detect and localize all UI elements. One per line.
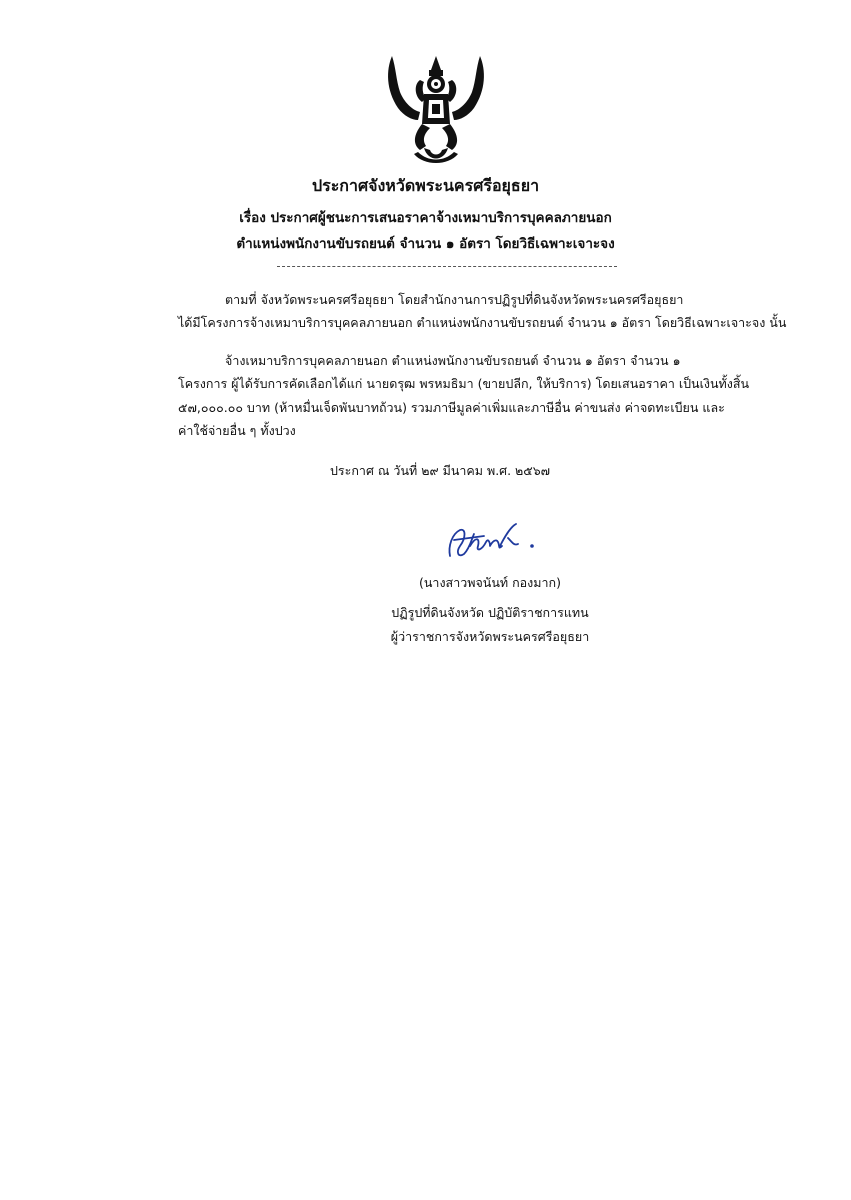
dashed-divider [277, 266, 617, 267]
signatory-position-2: ผู้ว่าราชการจังหวัดพระนครศรีอยุธยา [390, 629, 590, 644]
signatory-position-1: ปฏิรูปที่ดินจังหวัด ปฏิบัติราชการแทน [391, 605, 589, 620]
signatory-name: (นางสาวพจนันท์ กองมาก) [419, 575, 561, 590]
paragraph-2-line-1: จ้างเหมาบริการบุคคลภายนอก ตำแหน่งพนักงานขับรถยนต์ จำนวน ๑ อัตรา จำนวน ๑ [225, 353, 681, 368]
announcement-date: ประกาศ ณ วันที่ ๒๙ มีนาคม พ.ศ. ๒๕๖๗ [330, 463, 551, 478]
subject-line-1: เรื่อง ประกาศผู้ชนะการเสนอราคาจ้างเหมาบริการบุคคลภายนอก [239, 210, 612, 226]
announcement-title: ประกาศจังหวัดพระนครศรีอยุธยา [311, 176, 540, 195]
paragraph-2-line-2: โครงการ ผู้ได้รับการคัดเลือกได้แก่ นายดรุฒ พรหมธิมา (ขายปลีก, ให้บริการ) โดยเสนอราคา เป็นเงินทั้งสิ้น [178, 376, 750, 391]
paragraph-1-line-1: ตามที่ จังหวัดพระนครศรีอยุธยา โดยสำนักงานการปฏิรูปที่ดินจังหวัดพระนครศรีอยุธยา [225, 292, 684, 307]
garuda-emblem [384, 50, 488, 168]
handwritten-signature [440, 516, 550, 566]
paragraph-2-line-3: ๕๗,๐๐๐.๐๐ บาท (ห้าหมื่นเจ็ดพันบาทถ้วน) รวมภาษีมูลค่าเพิ่มและภาษีอื่น ค่าขนส่ง ค่าจดทะเบียน และ [178, 400, 725, 415]
subject-line-2: ตำแหน่งพนักงานขับรถยนต์ จำนวน ๑ อัตรา โดยวิธีเฉพาะเจาะจง [236, 236, 615, 252]
paragraph-1-line-2: ได้มีโครงการจ้างเหมาบริการบุคคลภายนอก ตำแหน่งพนักงานขับรถยนต์ จำนวน ๑ อัตรา โดยวิธีเฉพาะเจาะจง นั้น [178, 315, 787, 330]
paragraph-2-line-4: ค่าใช้จ่ายอื่น ๆ ทั้งปวง [178, 423, 296, 438]
